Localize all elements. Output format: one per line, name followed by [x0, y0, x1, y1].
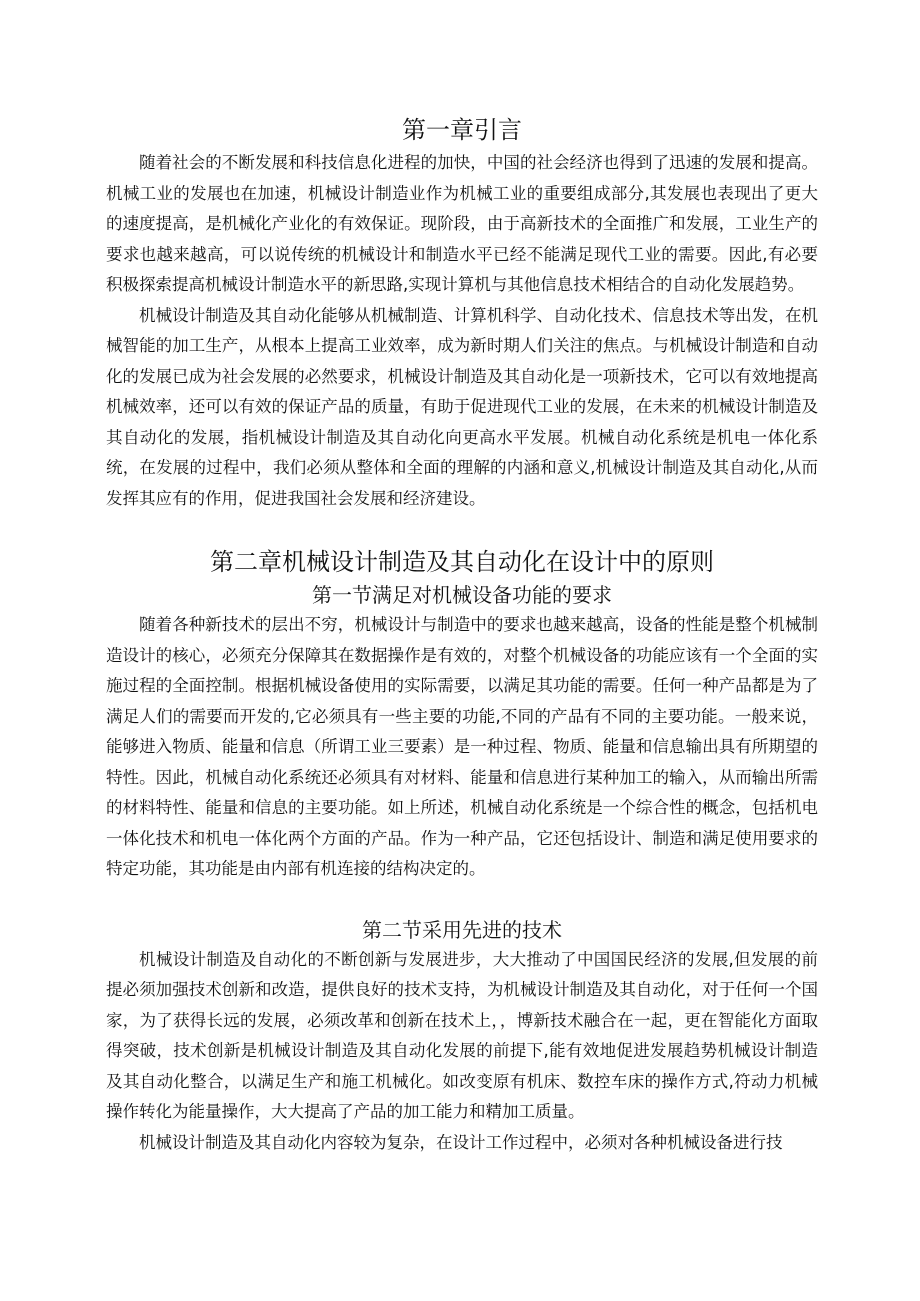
chapter1-paragraph: 随着社会的不断发展和科技信息化进程的加快，中国的社会经济也得到了迅速的发展和提高。机械工业的发展也在加速，机械设计制造业作为机械工业的重要组成部分,其发展也表现出了更大的速度提高，是机械化产业化的有效保证。现阶段，由于高新技术的全面推广和发展，工业生产的要求也越来越高，可以说传统的机械设计和制造水平已经不能满足现代工业的需要。因此,有必要积极探索提高机械设计制造水平的新思路,实现计算机与其他信息技术相结合的自动化发展趋势。 [106, 153, 818, 294]
section2-title: 第二节采用先进的技术 [362, 917, 562, 942]
section2-paragraph: 机械设计制造及自动化的不断创新与发展进步，大大推动了中国国民经济的发展,但发展的前提必须加强技术创新和改造，提供良好的技术支持，为机械设计制造及其自动化，对于任何一个国家，为了获得长远的发展，必须改革和创新在技术上，，博新技术融合在一起，更在智能化方面取得突破，技术创新是机械设计制造及其自动化发展的前提下,能有效地促进发展趋势机械设计制造及其自动化整合，以满足生产和施工机械化。如改变原有机床、数控车床的操作方式,符动力机械操作转化为能量操作，大大提高了产品的加工能力和精加工质量。 [106, 949, 818, 1121]
section1-title: 第一节满足对机械设备功能的要求 [312, 583, 612, 607]
chapter1-title: 第一章引言 [402, 116, 522, 144]
section2-paragraph: 机械设计制造及其自动化内容较为复杂，在设计工作过程中，必须对各种机械设备进行技 [139, 1132, 783, 1152]
chapter2-title: 第二章机械设计制造及其自动化在设计中的原则 [210, 548, 714, 576]
document-body [106, 112, 818, 1158]
chapter1-paragraph: 机械设计制造及其自动化能够从机械制造、计算机科学、自动化技术、信息技术等出发，在机械智能的加工生产，从根本上提高工业效率，成为新时期人们关注的焦点。与机械设计制造和自动化的发展已成为社会发展的必然要求，机械设计制造及其自动化是一项新技术，它可以有效地提高机械效率，还可以有效的保证产品的质量，有助于促进现代工业的发展，在未来的机械设计制造及其自动化的发展，指机械设计制造及其自动化向更高水平发展。机械自动化系统是机电一体化系统，在发展的过程中，我们必须从整体和全面的理解的内涵和意义,机械设计制造及其自动化,从而发挥其应有的作用，促进我国社会发展和经济建设。 [106, 305, 818, 508]
section1-paragraph: 随着各种新技术的层出不穷，机械设计与制造中的要求也越来越高，设备的性能是整个机械制造设计的核心，必须充分保障其在数据操作是有效的，对整个机械设备的功能应该有一个全面的实施过程的全面控制。根据机械设备使用的实际需要，以满足其功能的需要。任何一种产品都是为了满足人们的需要而开发的,它必须具有一些主要的功能,不同的产品有不同的主要功能。一般来说，能够进入物质、能量和信息（所谓工业三要素）是一种过程、物质、能量和信息输出具有所期望的特性。因此，机械自动化系统还必须具有对材料、能量和信息进行某种加工的输入，从而输出所需的材料特性、能量和信息的主要功能。如上所述，机械自动化系统是一个综合性的概念，包括机电一体化技术和机电一体化两个方面的产品。作为一种产品，它还包括设计、制造和满足使用要求的特定功能，其功能是由内部有机连接的结构决定的。 [106, 615, 818, 878]
